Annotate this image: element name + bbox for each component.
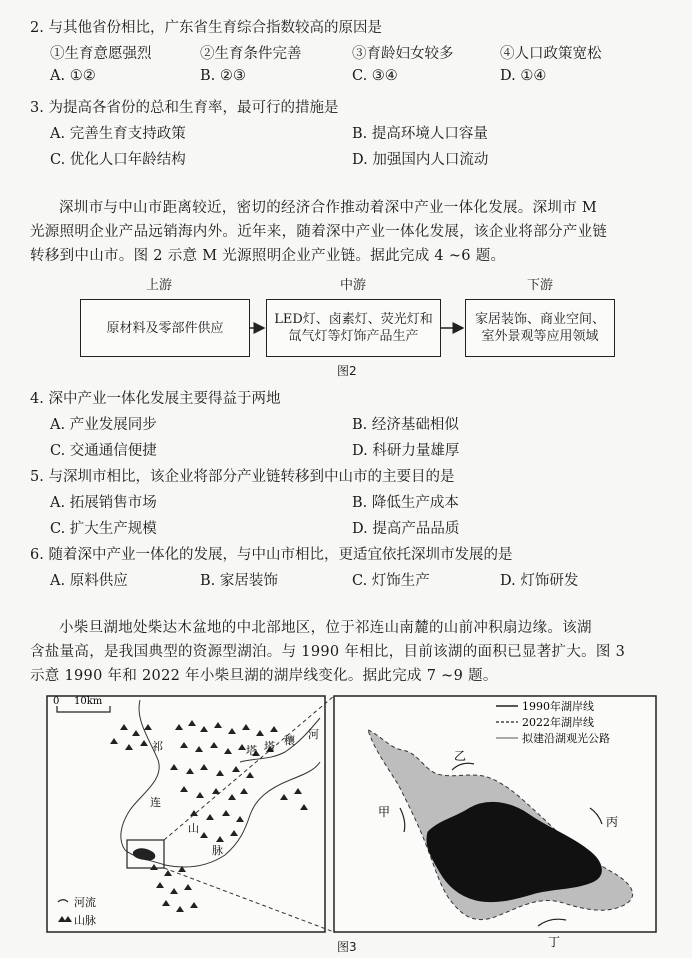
q2-item-3: ③育龄妇女较多: [352, 46, 454, 62]
legend-1990: 1990年湖岸线: [522, 700, 594, 713]
scale-length: 10km: [74, 696, 103, 707]
q5-option-a: A. 拓展销售市场: [50, 495, 157, 511]
figure-3-map: [0, 690, 692, 958]
q6-option-d: D. 灯饰研发: [500, 573, 579, 589]
point-jia: 甲: [378, 805, 391, 819]
q3-option-a: A. 完善生育支持政策: [50, 126, 186, 142]
point-bing: 丙: [606, 815, 619, 829]
fig2-stage-downstream: 下游: [527, 278, 554, 293]
q3-option-d: D. 加强国内人口流动: [352, 152, 489, 168]
label-mai: 脉: [212, 844, 223, 857]
passage-2-line-3: 示意 1990 年和 2022 年小柴旦湖的湖岸线变化。据此完成 7 ~9 题。: [30, 668, 498, 684]
label-shan: 山: [188, 822, 199, 835]
legend-road: 拟建沿湖观光公路: [522, 732, 610, 745]
q3-option-b: B. 提高环境人口容量: [352, 126, 488, 142]
label-rang: 穰: [284, 734, 295, 747]
fig2-stage-upstream: 上游: [146, 278, 173, 293]
q2-stem: 2. 与其他省份相比，广东省生育综合指数较高的原因是: [30, 20, 382, 36]
passage-1-line-2: 光源照明企业产品远销海内外。近年来，随着深中产业一体化发展，该企业将部分产业链: [30, 224, 608, 240]
fig2-stage-midstream: 中游: [340, 278, 367, 293]
q2-option-a: A. ①②: [50, 68, 96, 84]
point-ding: 丁: [548, 935, 561, 949]
q4-option-d: D. 科研力量雄厚: [352, 443, 460, 459]
passage-1-line-1: 深圳市与中山市距离较近，密切的经济合作推动着深中产业一体化发展。深圳市 M: [59, 200, 598, 216]
q2-item-2: ②生育条件完善: [200, 46, 302, 62]
q4-stem: 4. 深中产业一体化发展主要得益于两地: [30, 391, 281, 407]
legend-river: 河流: [74, 896, 96, 909]
q5-option-b: B. 降低生产成本: [352, 495, 459, 511]
q5-option-c: C. 扩大生产规模: [50, 521, 157, 537]
fig2-box-upstream: 原材料及零部件供应: [80, 299, 250, 357]
q2-option-b: B. ②③: [200, 68, 246, 84]
passage-2-line-2: 含盐量高，是我国典型的资源型湖泊。与 1990 年相比，目前该湖的面积已显著扩大。图 3: [30, 644, 626, 660]
label-he: 河: [308, 728, 319, 741]
legend-mountain: 山脉: [74, 914, 96, 927]
passage-1-line-3: 转移到中山市。图 2 示意 M 光源照明企业产业链。据此完成 4 ~6 题。: [30, 248, 506, 264]
label-ta2: 塔: [264, 740, 275, 753]
q2-option-d: D. ①④: [500, 68, 547, 84]
label-ta: 塔: [246, 744, 257, 757]
q3-stem: 3. 为提高各省份的总和生育率，最可行的措施是: [30, 100, 339, 116]
q6-option-c: C. 灯饰生产: [352, 573, 430, 589]
label-lian: 连: [150, 796, 161, 809]
fig2-box-midstream: LED灯、卤素灯、荧光灯和氙气灯等灯饰产品生产: [266, 299, 441, 357]
q2-item-4: ④人口政策宽松: [500, 46, 602, 62]
fig2-caption: 图2: [337, 364, 357, 378]
q6-option-a: A. 原料供应: [50, 573, 128, 589]
q4-option-b: B. 经济基础相似: [352, 417, 459, 433]
label-qi: 祁: [152, 740, 163, 753]
point-yi: 乙: [454, 749, 467, 763]
legend-2022: 2022年湖岸线: [522, 716, 594, 729]
q2-option-c: C. ③④: [352, 68, 398, 84]
q6-stem: 6. 随着深中产业一体化的发展，与中山市相比，更适宜依托深圳市发展的是: [30, 547, 513, 563]
fig2-arrows: [0, 0, 692, 400]
q5-stem: 5. 与深圳市相比，该企业将部分产业链转移到中山市的主要目的是: [30, 469, 455, 485]
passage-2-line-1: 小柴旦湖地处柴达木盆地的中北部地区，位于祁连山南麓的山前冲积扇边缘。该湖: [59, 620, 592, 636]
q4-option-c: C. 交通通信便捷: [50, 443, 157, 459]
q4-option-a: A. 产业发展同步: [50, 417, 157, 433]
fig3-caption: 图3: [337, 940, 357, 954]
passage-2: [30, 616, 670, 688]
q3-option-c: C. 优化人口年龄结构: [50, 152, 186, 168]
fig2-box-downstream: 家居装饰、商业空间、室外景观等应用领域: [465, 299, 615, 357]
scale-zero: 0: [53, 696, 60, 707]
q6-option-b: B. 家居装饰: [200, 573, 278, 589]
q5-option-d: D. 提高产品品质: [352, 521, 460, 537]
q2-item-1: ①生育意愿强烈: [50, 46, 152, 62]
